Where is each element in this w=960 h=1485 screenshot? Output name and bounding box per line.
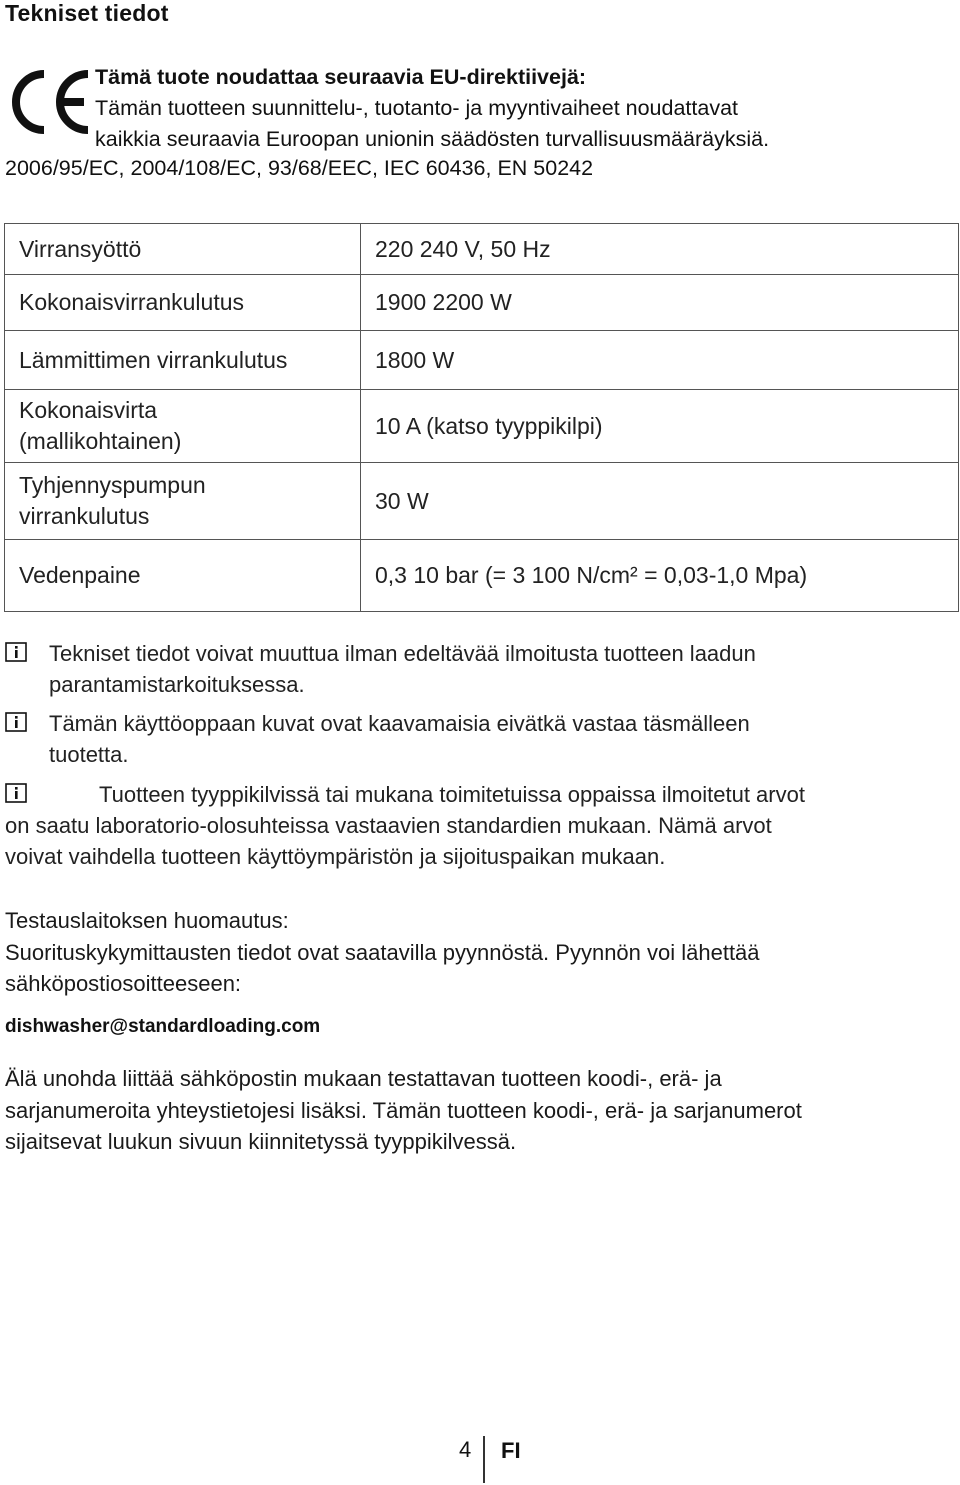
info-icon <box>5 712 27 732</box>
language-code: FI <box>501 1438 521 1463</box>
spec-table <box>4 223 959 612</box>
note-line: tuotetta. <box>49 742 129 767</box>
table-row <box>5 463 959 540</box>
table-row <box>5 224 959 275</box>
spec-label-line-2: virrankulutus <box>19 503 150 529</box>
note-line: on saatu laboratorio-olosuhteissa vastaavien standardien mukaan. Nämä arvot <box>5 813 772 838</box>
reminder-paragraph <box>5 1063 955 1158</box>
spec-value: 10 A (katso tyyppikilpi) <box>361 390 959 463</box>
ce-mark-icon <box>4 66 96 138</box>
page-title: Tekniset tiedot <box>5 0 169 26</box>
table-row <box>5 390 959 463</box>
spec-label-line-1: Tyhjennyspumpun <box>19 472 206 498</box>
note-line: voivat vaihdella tuotteen käyttöympäristön ja sijoituspaikan mukaan. <box>5 844 666 869</box>
spec-label: Lämmittimen virrankulutus <box>5 331 361 390</box>
note-3 <box>5 779 955 872</box>
table-row <box>5 331 959 390</box>
page-number: 4 <box>459 1437 472 1462</box>
ce-heading: Tämä tuote noudattaa seuraavia EU-direktiivejä: <box>95 65 587 89</box>
table-row <box>5 540 959 612</box>
reminder-line-1: Älä unohda liittää sähköpostin mukaan testattavan tuotteen koodi-, erä- ja <box>5 1066 722 1091</box>
spec-value: 1900 2200 W <box>361 275 959 331</box>
table-row <box>5 275 959 331</box>
spec-value: 1800 W <box>361 331 959 390</box>
spec-label: Virransyöttö <box>5 224 361 275</box>
spec-value: 220 240 V, 50 Hz <box>361 224 959 275</box>
reminder-line-2: sarjanumeroita yhteystietojesi lisäksi. Tämän tuotteen koodi-, erä- ja sarjanumerot <box>5 1097 802 1123</box>
note-line: parantamistarkoituksessa. <box>49 672 305 697</box>
email-address[interactable]: dishwasher@standardloading.com <box>5 1016 321 1037</box>
testing-heading: Testauslaitoksen huomautus: <box>5 908 289 933</box>
spec-value: 0,3 10 bar (= 3 100 N/cm² = 0,03-1,0 Mpa) <box>361 540 959 612</box>
spec-label <box>5 390 361 463</box>
note-line: Tuotteen tyyppikilvissä tai mukana toimitetuissa oppaissa ilmoitetut arvot <box>99 782 805 807</box>
note-2 <box>49 708 750 770</box>
note-line: Tekniset tiedot voivat muuttua ilman edeltävää ilmoitusta tuotteen laadun <box>49 641 756 666</box>
testing-notice <box>5 905 955 1000</box>
note-line: Tämän käyttöoppaan kuvat ovat kaavamaisia eivätkä vastaa täsmälleen <box>49 711 750 736</box>
spec-label: Kokonaisvirrankulutus <box>5 275 361 331</box>
spec-label: Vedenpaine <box>5 540 361 612</box>
ce-line-1: Tämän tuotteen suunnittelu-, tuotanto- ja myyntivaiheet noudattavat <box>95 96 739 120</box>
spec-label <box>5 463 361 540</box>
note-1 <box>49 638 756 700</box>
info-icon <box>5 642 27 662</box>
ce-declaration <box>95 62 769 155</box>
spec-value: 30 W <box>361 463 959 540</box>
reminder-line-3: sijaitsevat luukun sivuun kiinnitetyssä tyyppikilvessä. <box>5 1129 517 1154</box>
directives-list: 2006/95/EC, 2004/108/EC, 93/68/EEC, IEC 60436, EN 50242 <box>5 156 594 180</box>
spec-label-line-2: (mallikohtainen) <box>19 428 182 454</box>
ce-line-2: kaikkia seuraavia Euroopan unionin säädösten turvallisuusmääräyksiä. <box>95 127 770 151</box>
footer-divider <box>483 1436 485 1483</box>
testing-line-1: Suorituskykymittausten tiedot ovat saatavilla pyynnöstä. Pyynnön voi lähettää <box>5 939 760 965</box>
testing-line-2: sähköpostiosoitteeseen: <box>5 971 242 996</box>
spec-label-line-1: Kokonaisvirta <box>19 397 158 423</box>
